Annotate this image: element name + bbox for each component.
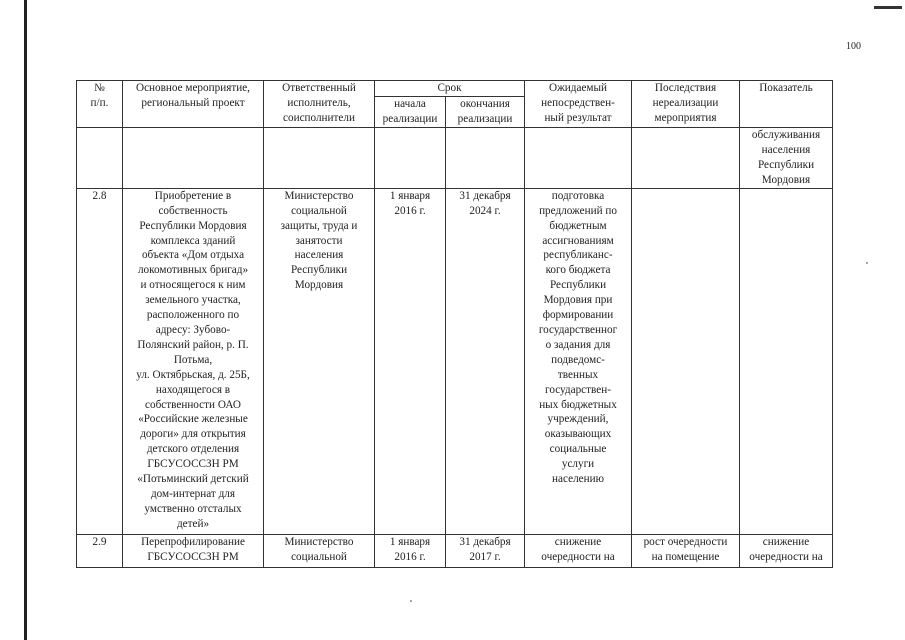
- cell-line: 2016 г.: [394, 550, 426, 563]
- cell-start: [375, 127, 446, 188]
- header-consequences: [632, 81, 740, 128]
- scan-speck: [866, 262, 868, 264]
- cell-line: оказывающих: [544, 428, 612, 441]
- cell-line: твенных: [557, 368, 599, 381]
- cell-line: ГБСУСОССЗН РМ: [147, 550, 239, 563]
- cell-line: детского отделения: [146, 443, 240, 456]
- header-responsible: [264, 81, 375, 128]
- cell-line: «Российские железные: [138, 413, 248, 426]
- cell-line: защиты, труда и: [280, 219, 358, 232]
- cell-line: региональный проект: [141, 96, 245, 109]
- cell-line: Приобретение в: [154, 189, 232, 202]
- cell-line: Министерство: [284, 189, 354, 202]
- cell-line: снижение: [762, 535, 810, 548]
- cell-line: исполнитель,: [287, 96, 351, 109]
- cell-line: находящегося в: [155, 383, 231, 396]
- cell-line: Мордовия: [761, 173, 811, 186]
- cell-line: дом-интернат для: [150, 487, 236, 500]
- cell-line: Полянский район, р. П.: [137, 338, 249, 351]
- cell-line: ных бюджетных: [539, 398, 617, 411]
- cell-line: населению: [552, 473, 604, 486]
- cell-line: подготовка: [551, 189, 605, 202]
- cell-line: Последствия: [654, 82, 717, 94]
- cell-line: формировании: [542, 309, 614, 322]
- cell-line: и относящегося к ним: [140, 279, 246, 292]
- cell-num: 2.8: [77, 188, 123, 534]
- cell-line: обслуживания: [751, 128, 821, 141]
- cell-line: Перепрофилирование: [141, 535, 245, 548]
- cell-end: [446, 127, 525, 188]
- cell-line: кого бюджета: [545, 264, 611, 277]
- cell-line: Республики: [549, 279, 607, 292]
- cell-line: занятости: [295, 234, 343, 247]
- cell-line: собственность: [158, 204, 228, 217]
- cell-line: начала: [394, 98, 426, 110]
- cell-line: 2017 г.: [469, 550, 501, 563]
- cell-end: [446, 188, 525, 534]
- cell-line: детей»: [176, 517, 210, 530]
- cell-line: Ожидаемый: [548, 82, 607, 94]
- cell-line: очередности на: [749, 550, 823, 563]
- cell-consequences: [632, 127, 740, 188]
- cell-line: расположенного по: [146, 309, 240, 322]
- cell-activity: [123, 534, 264, 567]
- cell-line: комплекса зданий: [150, 234, 236, 247]
- cell-num: 2.9: [77, 534, 123, 567]
- header-activity: [123, 81, 264, 128]
- cell-line: населения: [294, 249, 344, 262]
- scan-edge-line: [24, 0, 27, 640]
- cell-responsible: [264, 188, 375, 534]
- page-number: 100: [846, 41, 861, 52]
- cell-line: дороги» для открытия: [140, 428, 246, 441]
- header-num: [77, 81, 123, 128]
- scan-speck: [410, 600, 412, 602]
- cell-line: Мордовия при: [543, 294, 613, 307]
- cell-line: рост очередности: [643, 535, 728, 548]
- cell-responsible: [264, 127, 375, 188]
- cell-indicator: [740, 534, 833, 567]
- cell-consequences: [632, 188, 740, 534]
- cell-line: 31 декабря: [459, 535, 511, 548]
- cell-line: населения: [761, 143, 811, 156]
- continuation-row: [77, 127, 833, 188]
- cell-line: 31 декабря: [459, 189, 511, 202]
- table-row: [77, 534, 833, 567]
- cell-line: учреждений,: [547, 413, 609, 426]
- cell-line: услуги: [561, 458, 595, 471]
- header-start: [375, 97, 446, 128]
- cell-line: окончания: [460, 98, 510, 110]
- cell-line: локомотивных бригад»: [137, 264, 249, 277]
- cell-line: социальные: [549, 443, 607, 456]
- cell-result: [525, 534, 632, 567]
- cell-line: реализации: [382, 112, 438, 125]
- scan-corner-mark: [874, 6, 902, 9]
- cell-line: социальной: [291, 550, 347, 563]
- cell-line: ный результат: [544, 111, 612, 124]
- cell-activity: [123, 127, 264, 188]
- cell-line: Республики: [290, 264, 348, 277]
- cell-result: [525, 188, 632, 534]
- cell-line: ул. Октябрьская, д. 25Б,: [136, 368, 250, 381]
- cell-line: республиканс-: [543, 249, 613, 262]
- cell-line: на помещение: [651, 550, 720, 563]
- cell-line: собственности ОАО: [145, 398, 241, 411]
- cell-line: бюджетным: [549, 219, 607, 232]
- cell-indicator: [740, 127, 833, 188]
- cell-line: Республики: [757, 158, 815, 171]
- cell-line: мероприятия: [654, 111, 717, 124]
- cell-line: реализации: [457, 112, 513, 125]
- cell-line: 1 января: [389, 535, 431, 548]
- cell-line: 2016 г.: [394, 204, 426, 217]
- cell-line: «Потьминский детский: [137, 473, 249, 486]
- cell-start: [375, 188, 446, 534]
- cell-line: Потьма,: [173, 353, 213, 366]
- cell-line: ГБСУСОССЗН РМ: [147, 458, 239, 471]
- cell-line: №: [94, 82, 105, 94]
- cell-line: 1 января: [389, 189, 431, 202]
- cell-line: социальной: [291, 204, 347, 217]
- cell-num: [77, 127, 123, 188]
- cell-line: адресу: Зубово-: [155, 323, 231, 336]
- cell-activity: [123, 188, 264, 534]
- cell-line: Республики Мордовия: [139, 219, 247, 232]
- cell-line: о задания для: [545, 338, 611, 351]
- cell-line: объекта «Дом отдыха: [141, 249, 245, 262]
- cell-line: п/п.: [90, 96, 109, 109]
- cell-line: снижение: [554, 535, 602, 548]
- cell-line: Мордовия: [294, 279, 344, 292]
- header-result: [525, 81, 632, 128]
- cell-line: предложений по: [539, 204, 617, 217]
- header-end: [446, 97, 525, 128]
- cell-consequences: [632, 534, 740, 567]
- cell-responsible: [264, 534, 375, 567]
- cell-end: [446, 534, 525, 567]
- cell-start: [375, 534, 446, 567]
- header-indicator: Показатель: [740, 81, 833, 128]
- table-row: [77, 188, 833, 534]
- cell-line: соисполнители: [283, 111, 355, 124]
- cell-line: подведомс-: [551, 353, 605, 366]
- program-table: [76, 80, 833, 568]
- cell-line: Министерство: [284, 535, 354, 548]
- header-term: Срок: [375, 81, 525, 97]
- cell-line: очередности на: [541, 550, 615, 563]
- cell-line: умственно отсталых: [144, 502, 242, 515]
- cell-line: земельного участка,: [145, 294, 241, 307]
- cell-line: непосредствен-: [541, 96, 615, 109]
- cell-line: государствен-: [545, 383, 611, 396]
- cell-line: ассигнованиям: [542, 234, 614, 247]
- cell-line: государственног: [538, 323, 618, 336]
- cell-line: нереализации: [652, 96, 719, 109]
- cell-line: 2024 г.: [469, 204, 501, 217]
- cell-indicator: [740, 188, 833, 534]
- cell-line: Основное мероприятие,: [136, 82, 250, 94]
- cell-line: Ответственный: [282, 82, 356, 94]
- cell-result: [525, 127, 632, 188]
